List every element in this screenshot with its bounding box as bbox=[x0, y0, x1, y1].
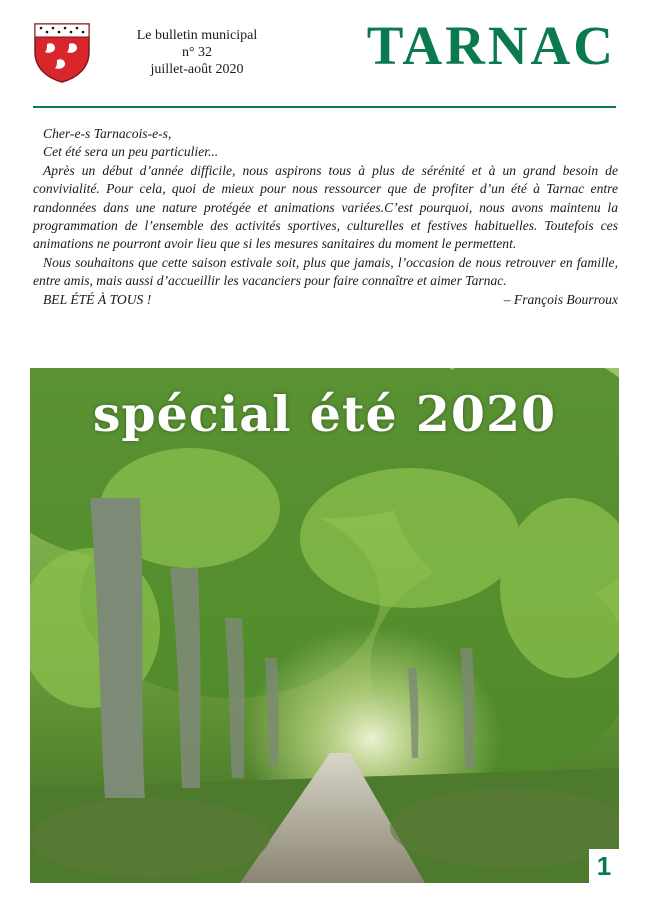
editorial-paragraph-2: Nous souhaitons que cette saison estivale soit, plus que jamais, l’occasion de nous retrouver en famille, entre amis, mais aussi d’accueillir les vacanciers pour faire connaître et aimer Tarnac. bbox=[33, 254, 618, 289]
masthead bbox=[0, 0, 650, 110]
cover-photo bbox=[30, 368, 619, 883]
page-title: TARNAC bbox=[366, 15, 616, 76]
bulletin-label: Le bulletin municipal bbox=[136, 28, 258, 43]
tree-lined-path-image bbox=[30, 368, 619, 883]
editorial-text bbox=[33, 125, 618, 309]
page-number: 1 bbox=[589, 849, 619, 883]
bulletin-info bbox=[122, 27, 272, 78]
coat-of-arms-icon bbox=[33, 22, 91, 84]
issue-date: juillet-août 2020 bbox=[150, 62, 244, 77]
intro-line: Cet été sera un peu particulier... bbox=[43, 144, 219, 160]
closing-wish: BEL ÉTÉ À TOUS ! bbox=[43, 291, 152, 307]
closing-row bbox=[33, 291, 618, 309]
issue-number: n° 32 bbox=[181, 45, 213, 60]
signature: – François Bourroux bbox=[503, 291, 618, 307]
greeting: Cher-e-s Tarnacois-e-s, bbox=[43, 126, 172, 141]
header-divider bbox=[33, 106, 616, 108]
cover-headline: spécial été 2020 bbox=[92, 385, 557, 443]
editorial-paragraph-1: Après un début d’année difficile, nous aspirons tous à plus de sérénité et à un grand besoin de convivialité. Pour cela, quoi de mieux pour nous ressourcer que de profiter d’un été à Tarnac entre randonnées dans une nature protégée et animations variées.C’est pourquoi, nous avons maintenu la programmation de l’ensemble des activités sportives, culturelles et festives habituelles. Toutefois ces animations ne pourront avoir lieu que si les mesures sanitaires du moment le permettent. bbox=[33, 162, 618, 252]
